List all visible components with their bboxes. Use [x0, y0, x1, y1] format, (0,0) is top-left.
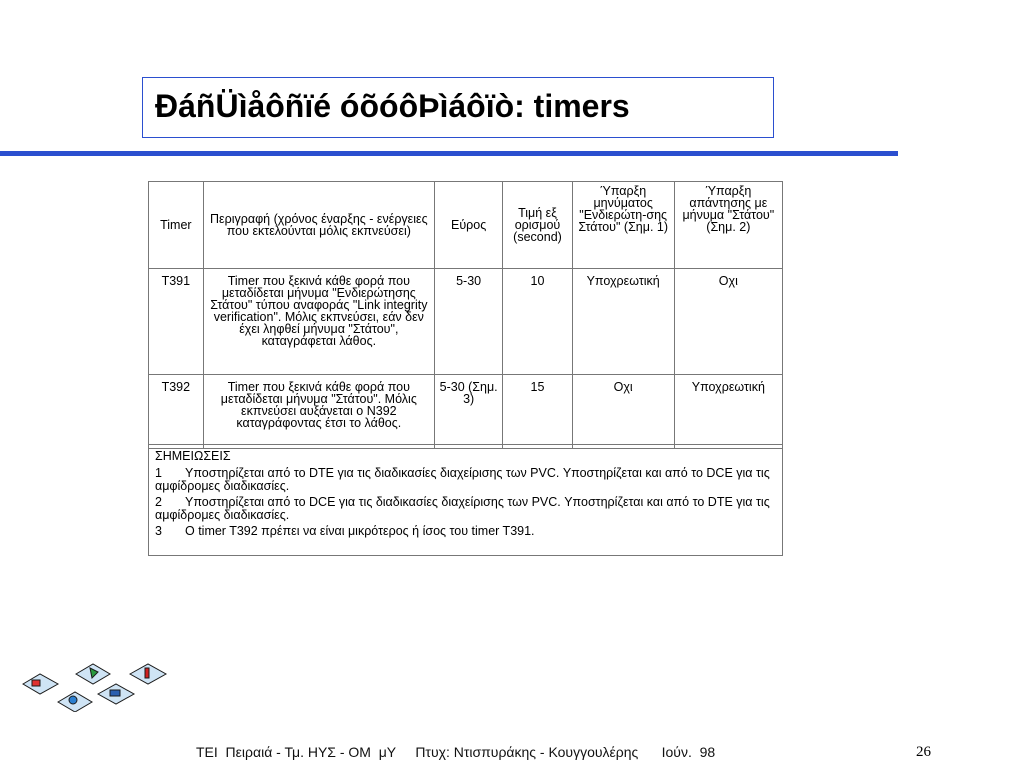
note-text: Υποστηρίζεται από το DCE για τις διαδικασίες διαχείρισης των PVC. Υποστηρίζεται και από το DTE για τις αμφίδρομες διαδικασίες. [155, 495, 770, 522]
table-cell: 15 [503, 375, 572, 449]
table-cell: Timer που ξεκινά κάθε φορά που μεταδίδεται μήνυμα "Ενδιερώτησης Στάτου" τύπου αναφοράς "Link integrity verification". Μόλις εκπνεύσει, εάν δεν έχει ληφθεί μήνυμα "Στάτου", καταγράφεται λάθος. [203, 269, 434, 375]
table-cell: 5-30 [434, 269, 502, 375]
footer-text: ΤΕΙ Πειραιά - Τμ. ΗΥΣ - ΟΜ μΥ Πτυχ: Ντισπυράκης - Κουγγουλέρης Ιούν. 98 [196, 744, 716, 760]
page-number: 26 [916, 744, 931, 760]
notes-heading: ΣΗΜΕΙΩΣΕΙΣ [155, 449, 231, 463]
slide-title-box [142, 77, 774, 138]
header-cell: Ύπαρξη απάντησης με μήνυμα "Στάτου" (Σημ. 2) [674, 182, 782, 269]
header-cell: Timer [149, 182, 204, 269]
note-text: Ο timer T392 πρέπει να είναι μικρότερος ή ίσος του timer T391. [185, 524, 535, 538]
note-number: 2 [155, 495, 162, 509]
table-cell: Υποχρεωτική [674, 375, 782, 449]
note-item [155, 467, 776, 493]
table-cell: Οχι [674, 269, 782, 375]
puzzle-pieces-icon [18, 656, 168, 712]
note-item [155, 496, 776, 522]
header-cell: Τιμή εξ ορισμού (second) [503, 182, 572, 269]
table-cell: Υποχρεωτική [572, 269, 674, 375]
table-cell: Timer που ξεκινά κάθε φορά που μεταδίδεται μήνυμα "Στάτου". Μόλις εκπνεύσει αυξάνεται ο N392 καταγράφοντας έτσι το λάθος. [203, 375, 434, 449]
table-cell: Οχι [572, 375, 674, 449]
table-cell: 5-30 (Σημ. 3) [434, 375, 502, 449]
table-row [149, 375, 783, 449]
notes-box [148, 444, 783, 556]
note-item [155, 525, 776, 538]
header-cell: Ύπαρξη μηνύματος "Ενδιερώτη-σης Στάτου" (Σημ. 1) [572, 182, 674, 269]
note-number: 1 [155, 466, 162, 480]
table-header-row [149, 182, 783, 269]
note-number: 3 [155, 524, 162, 538]
title-underline [0, 151, 898, 156]
table-row [149, 269, 783, 375]
slide-title: ÐáñÜìåôñïé óõóôÞìáôïò: timers [155, 88, 630, 124]
table-cell: 10 [503, 269, 572, 375]
header-cell: Περιγραφή (χρόνος έναρξης - ενέργειες που εκτελούνται μόλις εκπνεύσει) [203, 182, 434, 269]
table-cell: T392 [149, 375, 204, 449]
note-text: Υποστηρίζεται από το DTE για τις διαδικασίες διαχείρισης των PVC. Υποστηρίζεται και από το DCE για τις αμφίδρομες διαδικασίες. [155, 466, 770, 493]
header-cell: Εύρος [434, 182, 502, 269]
table-cell: T391 [149, 269, 204, 375]
timers-table [148, 181, 783, 449]
